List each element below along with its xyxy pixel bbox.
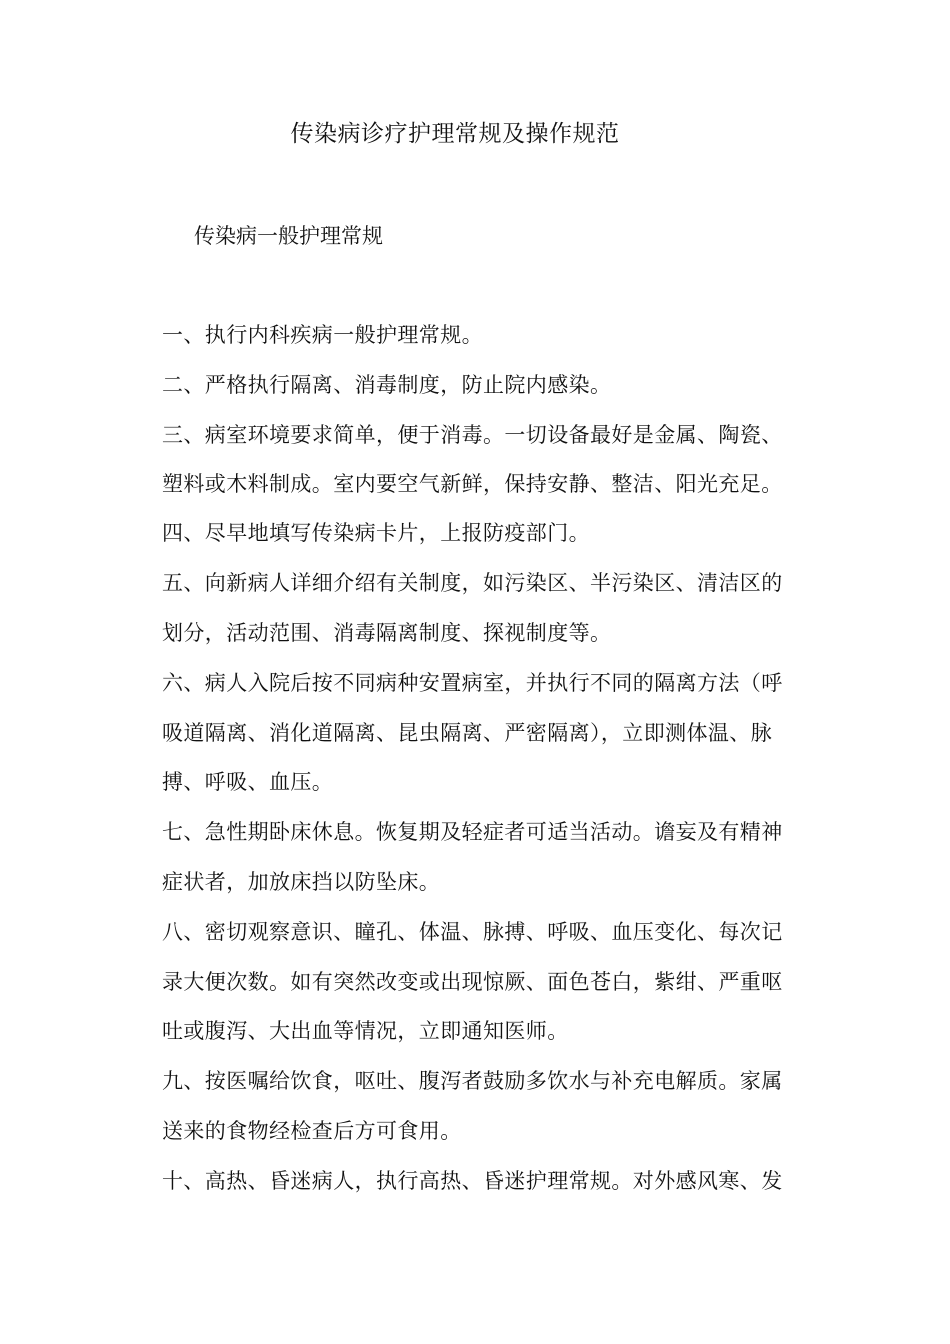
body-line: 二、严格执行隔离、消毒制度，防止院内感染。 bbox=[162, 373, 612, 397]
body-line: 症状者，加放床挡以防坠床。 bbox=[162, 870, 441, 894]
section-heading: 传染病一般护理常规 bbox=[194, 224, 383, 248]
body-line: 九、按医嘱给饮食，呕吐、腹泻者鼓励多饮水与补充电解质。家属 bbox=[162, 1069, 783, 1093]
body-line: 十、高热、昏迷病人，执行高热、昏迷护理常规。对外感风寒、发 bbox=[162, 1169, 783, 1193]
body-line: 吐或腹泻、大出血等情况，立即通知医师。 bbox=[162, 1019, 569, 1043]
body-line: 搏、呼吸、血压。 bbox=[162, 770, 334, 794]
document-title: 传染病诊疗护理常规及操作规范 bbox=[290, 121, 620, 147]
body-line: 三、病室环境要求简单，便于消毒。一切设备最好是金属、陶瓷、 bbox=[162, 423, 783, 447]
body-line: 四、尽早地填写传染病卡片，上报防疫部门。 bbox=[162, 521, 590, 545]
body-line: 八、密切观察意识、瞳孔、体温、脉搏、呼吸、血压变化、每次记 bbox=[162, 920, 783, 944]
body-line: 录大便次数。如有突然改变或出现惊厥、面色苍白，紫绀、严重呕 bbox=[162, 970, 783, 994]
body-line: 七、急性期卧床休息。恢复期及轻症者可适当活动。谵妄及有精神 bbox=[162, 820, 783, 844]
body-line: 送来的食物经检查后方可食用。 bbox=[162, 1119, 462, 1143]
body-line: 划分，活动范围、消毒隔离制度、探视制度等。 bbox=[162, 621, 612, 645]
body-line: 塑料或木料制成。室内要空气新鲜，保持安静、整洁、阳光充足。 bbox=[162, 472, 783, 496]
body-line: 吸道隔离、消化道隔离、昆虫隔离、严密隔离），立即测体温、脉 bbox=[162, 721, 773, 745]
body-line: 五、向新病人详细介绍有关制度，如污染区、半污染区、清洁区的 bbox=[162, 571, 783, 595]
body-line: 六、病人入院后按不同病种安置病室，并执行不同的隔离方法（呼 bbox=[162, 671, 783, 695]
body-line: 一、执行内科疾病一般护理常规。 bbox=[162, 323, 483, 347]
